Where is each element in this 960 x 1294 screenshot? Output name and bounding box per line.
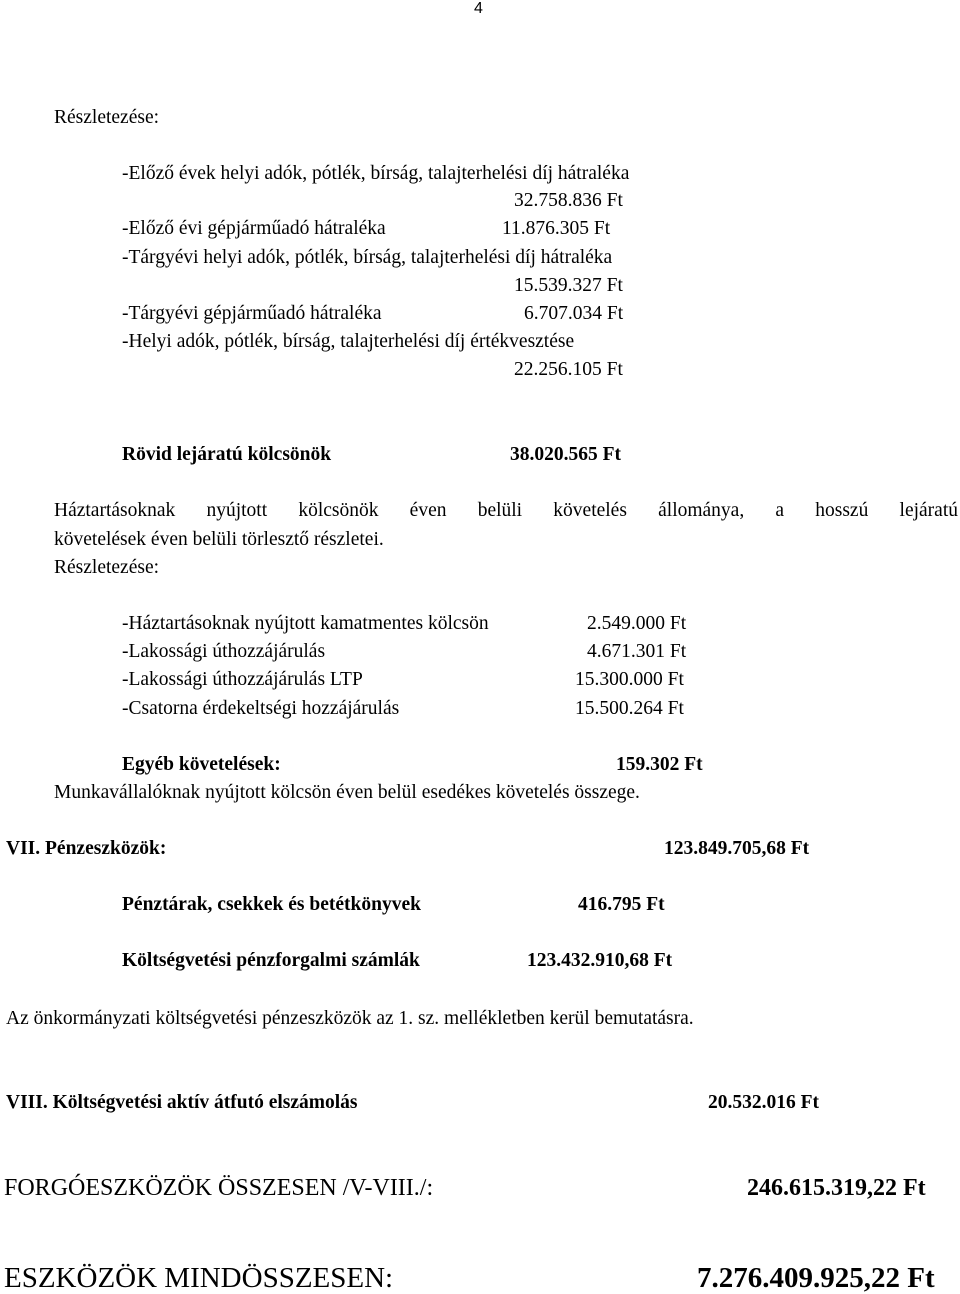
breakdown-item-label: -Tárgyévi helyi adók, pótlék, bírság, talajterhelési díj hátraléka [122, 247, 613, 268]
breakdown-item-amount: 15.500.264 Ft [575, 698, 684, 719]
breakdown-item-label: -Előző évek helyi adók, pótlék, bírság, talajterhelési díj hátraléka [122, 163, 630, 184]
breakdown-item-label: -Lakossági úthozzájárulás LTP [122, 669, 363, 690]
section-viii-amount: 20.532.016 Ft [708, 1092, 820, 1113]
breakdown-item-label: -Helyi adók, pótlék, bírság, talajterhelési díj értékvesztése [122, 331, 575, 352]
assets-grand-total-amount: 7.276.409.925,22 Ft [697, 1262, 935, 1294]
breakdown-item-amount: 22.256.105 Ft [514, 359, 623, 380]
section-vii-label: VII. Pénzeszközök: [6, 838, 167, 859]
section-viii-label: VIII. Költségvetési aktív átfutó elszámolás [6, 1092, 358, 1113]
bank-accounts-label: Költségvetési pénzforgalmi számlák [122, 950, 420, 971]
short-loans-description: Háztartásoknak nyújtott kölcsönök éven belüli követelés állománya, a hosszú lejáratú [54, 500, 958, 521]
breakdown-item-amount: 11.876.305 Ft [502, 218, 611, 239]
breakdown-item-amount: 4.671.301 Ft [587, 641, 687, 662]
breakdown-item-amount: 6.707.034 Ft [524, 303, 624, 324]
short-loans-label: Rövid lejáratú kölcsönök [122, 444, 332, 465]
short-loans-description-cont: követelések éven belüli törlesztő részletei. [54, 529, 384, 550]
breakdown-item-amount: 32.758.836 Ft [514, 190, 623, 211]
assets-grand-total-label: ESZKÖZÖK MINDÖSSZESEN: [4, 1262, 394, 1294]
breakdown-heading: Részletezése: [54, 107, 160, 128]
breakdown-item-amount: 15.539.327 Ft [514, 275, 623, 296]
other-receivables-amount: 159.302 Ft [616, 754, 703, 775]
current-assets-total-label: FORGÓESZKÖZÖK ÖSSZESEN /V-VIII./: [4, 1175, 434, 1201]
breakdown-heading: Részletezése: [54, 557, 160, 578]
cash-amount: 416.795 Ft [578, 894, 665, 915]
breakdown-item-label: -Tárgyévi gépjárműadó hátraléka [122, 303, 382, 324]
cash-label: Pénztárak, csekkek és betétkönyvek [122, 894, 421, 915]
section-vii-amount: 123.849.705,68 Ft [664, 838, 810, 859]
breakdown-item-amount: 2.549.000 Ft [587, 613, 687, 634]
breakdown-item-label: -Háztartásoknak nyújtott kamatmentes kölcsön [122, 613, 489, 634]
current-assets-total-amount: 246.615.319,22 Ft [747, 1175, 926, 1201]
section-vii-note: Az önkormányzati költségvetési pénzeszközök az 1. sz. mellékletben kerül bemutatásra. [6, 1008, 694, 1029]
breakdown-item-amount: 15.300.000 Ft [575, 669, 684, 690]
breakdown-item-label: -Előző évi gépjárműadó hátraléka [122, 218, 386, 239]
breakdown-item-label: -Csatorna érdekeltségi hozzájárulás [122, 698, 400, 719]
page-number: 4 [474, 0, 483, 17]
bank-accounts-amount: 123.432.910,68 Ft [527, 950, 673, 971]
other-receivables-description: Munkavállalóknak nyújtott kölcsön éven belül esedékes követelés összege. [54, 782, 640, 803]
other-receivables-label: Egyéb követelések: [122, 754, 281, 775]
breakdown-item-label: -Lakossági úthozzájárulás [122, 641, 326, 662]
short-loans-amount: 38.020.565 Ft [510, 444, 622, 465]
